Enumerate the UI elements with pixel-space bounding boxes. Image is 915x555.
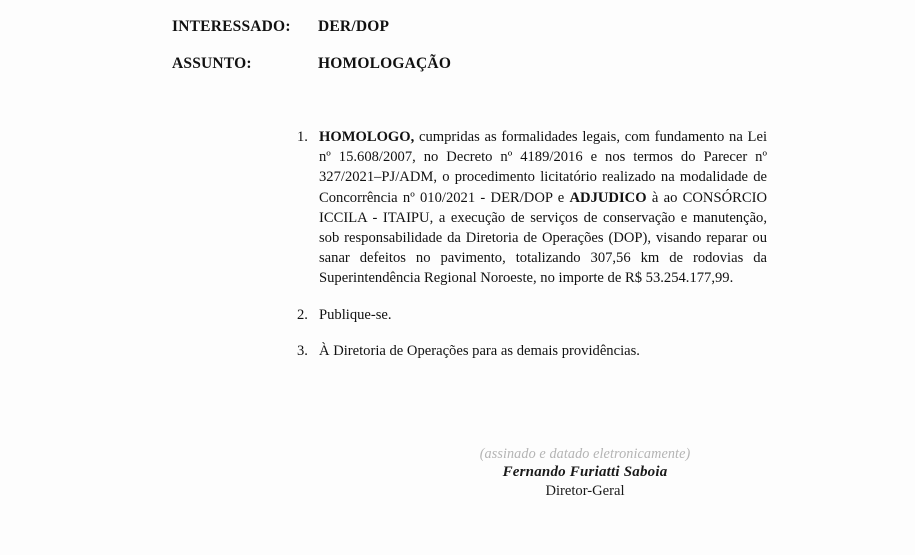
list-item-number: 2. <box>297 306 308 323</box>
signature-role: Diretor-Geral <box>545 483 625 499</box>
list-item-text-part-1: cumpridas as formalidades legais, com fundamento na Lei nº 15.608/2007, no Decreto nº 4189/2016 e nos termos do Parecer nº 327/2021–PJ/ADM, o procedimento licitatório realizado na modalidade de Concorrência nº 010/2021 - DER/DOP e <box>319 129 767 206</box>
list-item <box>297 127 767 289</box>
list-item-number: 1. <box>297 129 308 145</box>
list-item-mid-bold: ADJUDICO <box>569 189 647 206</box>
header-row-interessado <box>172 18 772 36</box>
list-item-text: À Diretoria de Operações para as demais providências. <box>319 342 640 359</box>
signature-name: Fernando Furiatti Saboia <box>502 464 668 480</box>
header-row-assunto <box>172 55 772 73</box>
list-item <box>297 305 767 325</box>
document-body-list <box>297 127 767 361</box>
header-value-interessado: DER/DOP <box>318 18 390 35</box>
signature-electronic-note: (assinado e datado eletronicamente) <box>479 446 691 462</box>
list-item-text <box>319 127 767 289</box>
header-value-assunto: HOMOLOGAÇÃO <box>318 55 452 72</box>
signature-block <box>385 445 785 501</box>
list-item-text: Publique-se. <box>319 306 392 323</box>
header-label-assunto: ASSUNTO: <box>172 55 252 72</box>
list-item-text-part-2: à ao CONSÓRCIO ICCILA - ITAIPU, a execução de serviços de conservação e manutenção, sob responsabilidade da Diretoria de Operações (DOP), visando reparar ou sanar defeitos no pavimento, totalizando 307,56 km de rodovias da Superintendência Regional Noroeste, no importe de R$ 53.254.177,99. <box>319 189 767 287</box>
header-label-interessado: INTERESSADO: <box>172 18 291 35</box>
list-item-number: 3. <box>297 342 308 359</box>
list-item-lead-bold: HOMOLOGO, <box>319 129 415 145</box>
document-header <box>172 18 772 92</box>
list-item <box>297 341 767 361</box>
